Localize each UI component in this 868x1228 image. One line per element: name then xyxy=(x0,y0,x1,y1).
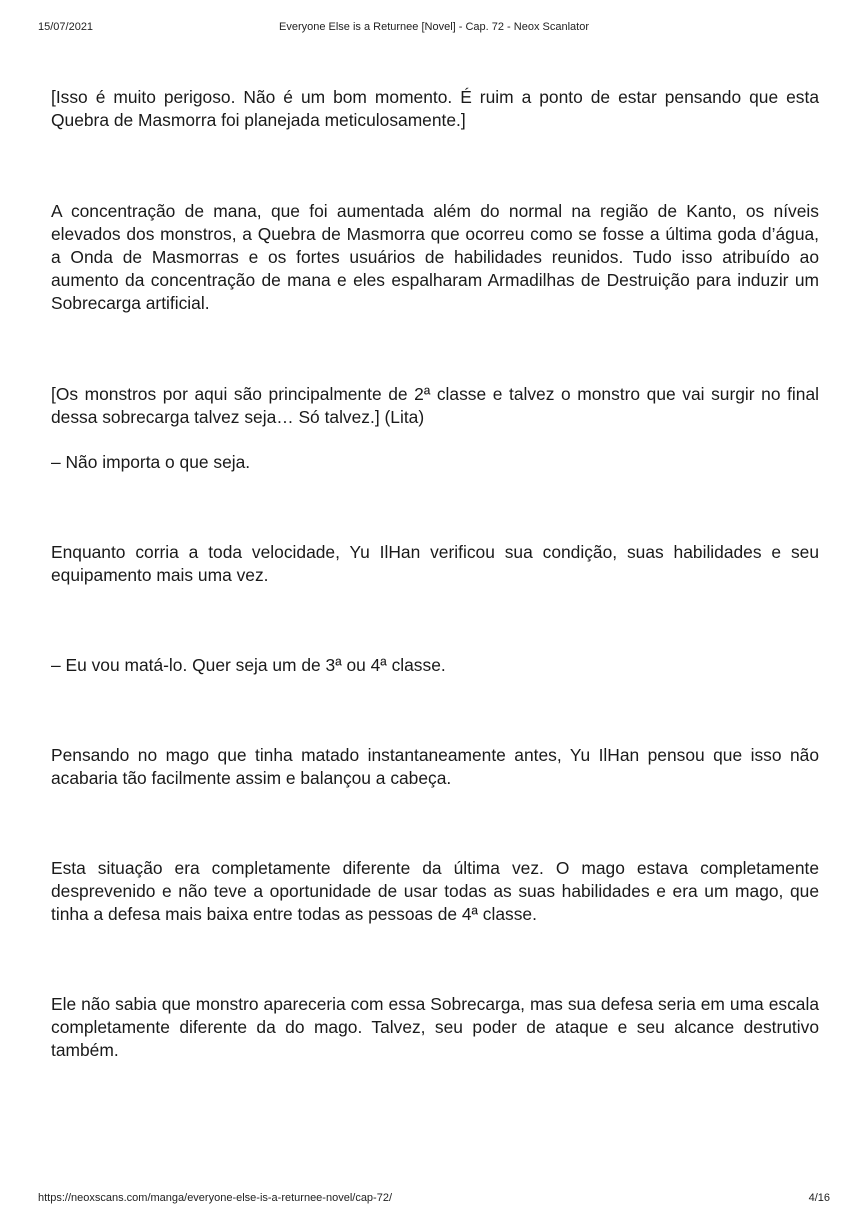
paragraph-3: [Os monstros por aqui são principalmente de 2ª classe e talvez o monstro que vai surgir no final dessa sobrecarga talvez seja… Só talvez.] (Lita) xyxy=(51,384,819,427)
source-url: https://neoxscans.com/manga/everyone-else-is-a-returnee-novel/cap-72/ xyxy=(38,1192,393,1204)
paragraph-2: A concentração de mana, que foi aumentada além do normal na região de Kanto, os níveis elevados dos monstros, a Quebra de Masmorra que ocorreu como se fosse a última goda d’água, a Onda de Masmorras e os fortes usuários de habilidades reunidos. Tudo isso atribuído ao aumento da concentração de mana e eles espalharam Armadilhas de Destruição para induzir um Sobrecarga artificial. xyxy=(51,201,819,313)
paragraph-9: Ele não sabia que monstro apareceria com essa Sobrecarga, mas sua defesa seria em uma escala completamente diferente da do mago. Talvez, seu poder de ataque e seu alcance destrutivo também. xyxy=(51,994,819,1060)
paragraph-8: Esta situação era completamente diferente da última vez. O mago estava completamente desprevenido e não teve a oportunidade de usar todas as suas habilidades e era um mago, que tinha a defesa mais baixa entre todas as pessoas de 4ª classe. xyxy=(51,858,819,924)
chapter-text xyxy=(51,86,819,1062)
page-title: Everyone Else is a Returnee [Novel] - Cap. 72 - Neox Scanlator xyxy=(279,21,589,33)
paragraph-4: – Não importa o que seja. xyxy=(51,452,251,472)
page-number: 4/16 xyxy=(808,1192,830,1204)
print-date: 15/07/2021 xyxy=(38,21,94,33)
paragraph-1: [Isso é muito perigoso. Não é um bom momento. É ruim a ponto de estar pensando que esta Quebra de Masmorra foi planejada meticulosamente.] xyxy=(51,87,819,130)
paragraph-5: Enquanto corria a toda velocidade, Yu IlHan verificou sua condição, suas habilidades e seu equipamento mais uma vez. xyxy=(51,542,819,585)
paragraph-6: – Eu vou matá-lo. Quer seja um de 3ª ou 4ª classe. xyxy=(51,655,446,675)
paragraph-7: Pensando no mago que tinha matado instantaneamente antes, Yu IlHan pensou que isso não acabaria tão facilmente assim e balançou a cabeça. xyxy=(51,745,819,788)
